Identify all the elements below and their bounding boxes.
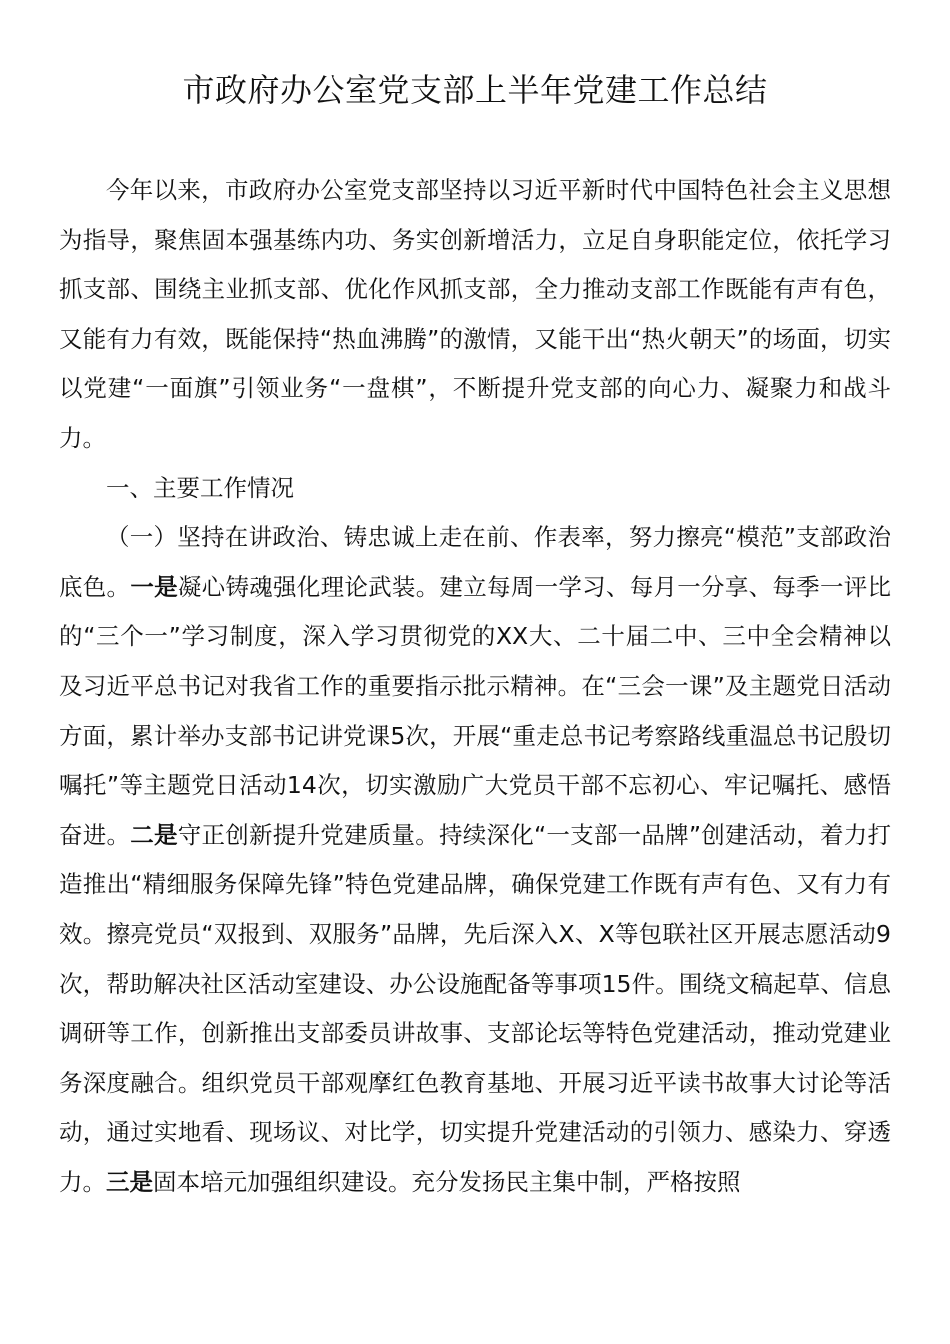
point-text-1: 凝心铸魂强化理论武装。建立每周一学习、每月一分享、每季一评比的“三个一”学习制度，深入学习贯彻党的XX大、二十届二中、三中全会精神以及习近平总书记对我省工作的重要指示批示精神。在“三会一课”及主题党日活动方面，累计举办支部书记讲党课5次，开展“重走总书记考察路线重温总书记殷切嘱托”等主题党日活动14次，切实激励广大党员干部不忘初心、牢记嘱托、感悟奋进。 (59, 572, 892, 849)
subsection-paragraph (59, 513, 891, 1207)
document-body (59, 166, 891, 1207)
section-heading: 一、主要工作情况 (106, 473, 294, 502)
document-title: 市政府办公室党支部上半年党建工作总结 (182, 71, 768, 109)
point-label-1: 一是 (130, 572, 178, 601)
point-text-2: 守正创新提升党建质量。持续深化“一支部一品牌”创建活动，着力打造推出“精细服务保障先锋”特色党建品牌，确保党建工作既有声有色、又有力有效。擦亮党员“双报到、双服务”品牌，先后深入X、X等包联社区开展志愿活动9次，帮助解决社区活动室建设、办公设施配备等事项15件。围绕文稿起草、信息调研等工作，创新推出支部委员讲故事、支部论坛等特色党建活动，推动党建业务深度融合。组织党员干部观摩红色教育基地、开展习近平读书故事大讨论等活动，通过实地看、现场议、对比学，切实提升党建活动的引领力、感染力、穿透力。 (59, 820, 892, 1196)
subsection-lead: （一）坚持在讲政治、铸忠诚上走在前、作表率，努力擦亮“模范”支部政治底色。 (59, 523, 891, 601)
intro-paragraph: 今年以来，市政府办公室党支部坚持以习近平新时代中国特色社会主义思想为指导，聚焦固本强基练内功、务实创新增活力，立足自身职能定位，依托学习抓支部、围绕主业抓支部、优化作风抓支部，全力推动支部工作既能有声有色，又能有力有效，既能保持“热血沸腾”的激情，又能干出“热火朝天”的场面，切实以党建“一面旗”引领业务“一盘棋”，不断提升党支部的向心力、凝聚力和战斗力。 (59, 176, 891, 452)
point-text-3: 固本培元加强组织建设。充分发扬民主集中制，严格按照 (153, 1167, 741, 1196)
point-label-2: 二是 (130, 820, 178, 849)
point-label-3: 三是 (106, 1167, 153, 1196)
